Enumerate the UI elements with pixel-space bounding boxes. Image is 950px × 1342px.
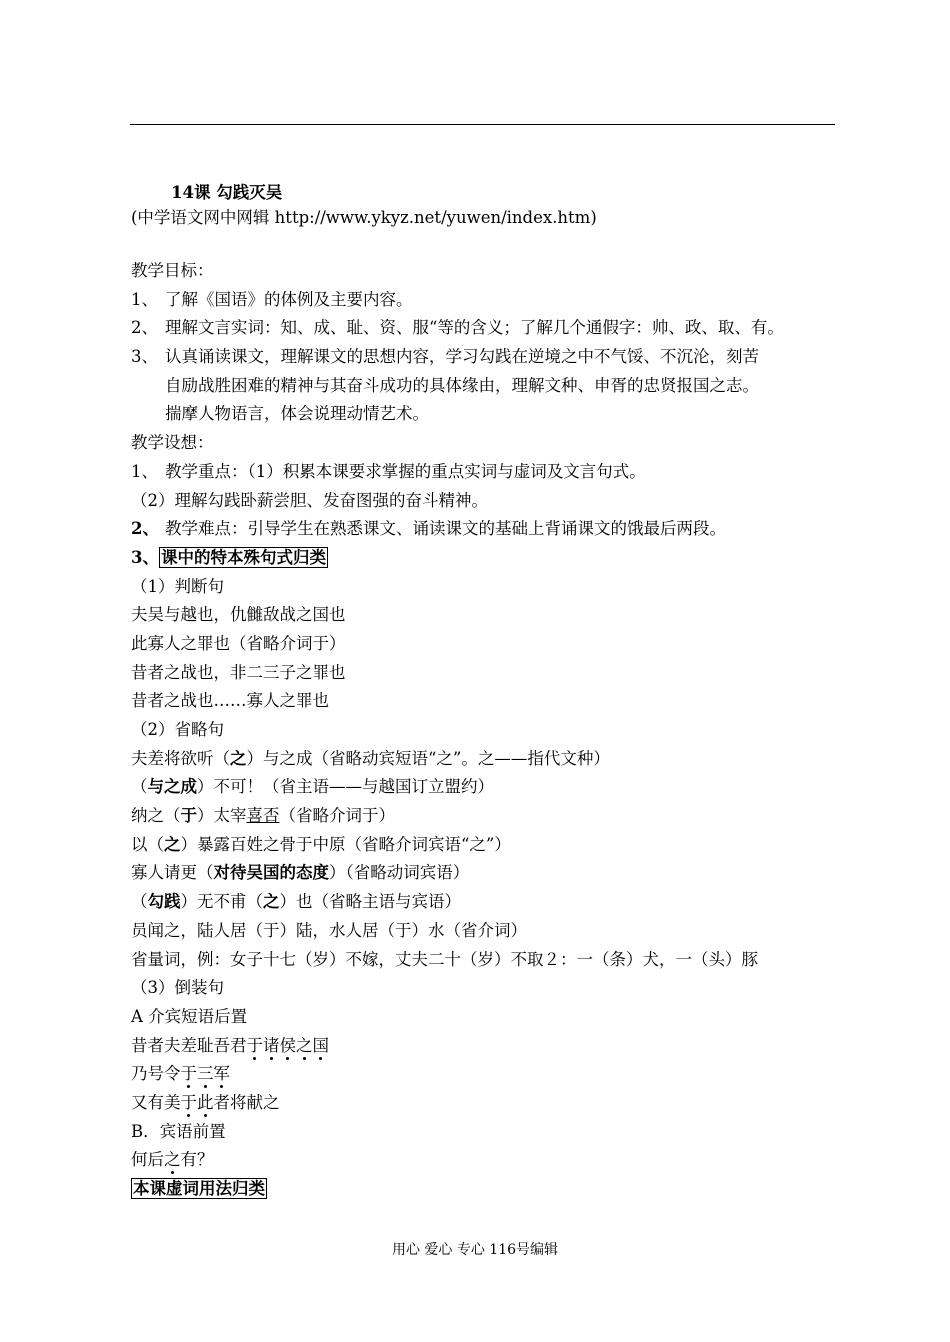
goals-heading: 教学目标： (131, 261, 214, 280)
inversion-heading: （3）倒装句 (131, 978, 224, 998)
goal-item-continued: 揣摩人物语言，体会说理动情艺术。 (165, 404, 429, 424)
example-line: 以（之）暴露百姓之骨于中原（省略介词宾语“之”） (131, 834, 511, 854)
inversion-subheading: A 介宾短语后置 (131, 1006, 248, 1026)
underlined-name: 喜否 (246, 806, 280, 826)
design-subitem: （2）理解勾践卧薪尝胆、发奋图强的奋斗精神。 (131, 490, 488, 510)
design-item: 2、 教学难点：引导学生在熟悉课文、诵读课文的基础上背诵课文的饿最后两段。 (131, 519, 726, 539)
example-line: 夫差将欲听（之）与之成（省略动宾短语“之”。之——指代文种） (131, 748, 610, 768)
example-line: 此寡人之罪也（省略介词于） (131, 633, 346, 653)
source-line: (中学语文网中网辑 http://www.ykyz.net/yuwen/index.htm) (131, 208, 597, 227)
lesson-title: 14课 勾践灭吴 (171, 183, 283, 202)
example-line: （与之成）不可！（省主语——与越国订立盟约） (131, 777, 494, 797)
goal-item: 3、 认真诵读课文，理解课文的思想内容，学习勾践在逆境之中不气馁、不沉沦，刻苦 (131, 347, 759, 367)
example-line: 昔者夫差耻吾君于诸侯之国 (131, 1035, 329, 1055)
inversion-subheading: B．宾语前置 (131, 1121, 226, 1141)
goal-item: 1、 了解《国语》的体例及主要内容。 (131, 289, 413, 309)
document-body (131, 180, 851, 1204)
example-line: （勾践）无不甫（之）也（省略主语与宾语） (131, 892, 461, 912)
example-line: 又有美于此者将献之 (131, 1092, 280, 1112)
example-line: 乃号令于三军 (131, 1064, 230, 1084)
example-line: 夫吴与越也，仇雠敌战之国也 (131, 605, 346, 625)
example-line: 寡人请更（对待吴国的态度）（省略动词宾语） (131, 863, 470, 883)
example-line: 纳之（于）太宰喜否（省略介词于） (131, 806, 395, 826)
example-line: 昔者之战也，非二三子之罪也 (131, 662, 346, 682)
example-line: 何后之有？ (131, 1150, 214, 1170)
example-line: 昔者之战也……寡人之罪也 (131, 691, 329, 711)
final-heading-line (131, 1175, 851, 1204)
design-heading: 教学设想： (131, 433, 214, 453)
goal-item: 2、 理解文言实词：知、成、耻、资、服“等的含义；了解几个通假字：帅、政、取、有。 (131, 318, 784, 338)
example-line: 员闻之，陆人居（于）陆，水人居（于）水（省介词） (131, 920, 527, 940)
page-footer: 用心 爱心 专心 116号编辑 (391, 1242, 559, 1258)
boxed-heading: 本课虚词用法归类 (133, 1179, 265, 1198)
header-rule (130, 124, 835, 125)
example-line: 省量词，例：女子十七（岁）不嫁，丈夫二十（岁）不取２：一（条）犬，一（头）豚 (131, 949, 758, 969)
ellipsis-heading: （2）省略句 (131, 720, 224, 739)
design-item-sentence-patterns: 3、 课中的特本殊句式归类 (131, 547, 326, 567)
design-item: 1、 教学重点：（1）积累本课要求掌握的重点实词与虚词及文言句式。 (131, 461, 646, 481)
boxed-heading: 课中的特本殊句式归类 (160, 547, 326, 567)
judgment-heading: （1）判断句 (131, 576, 224, 596)
goal-item-continued: 自励战胜困难的精神与其奋斗成功的具体缘由，理解文种、申胥的忠贤报国之志。 (165, 375, 759, 395)
